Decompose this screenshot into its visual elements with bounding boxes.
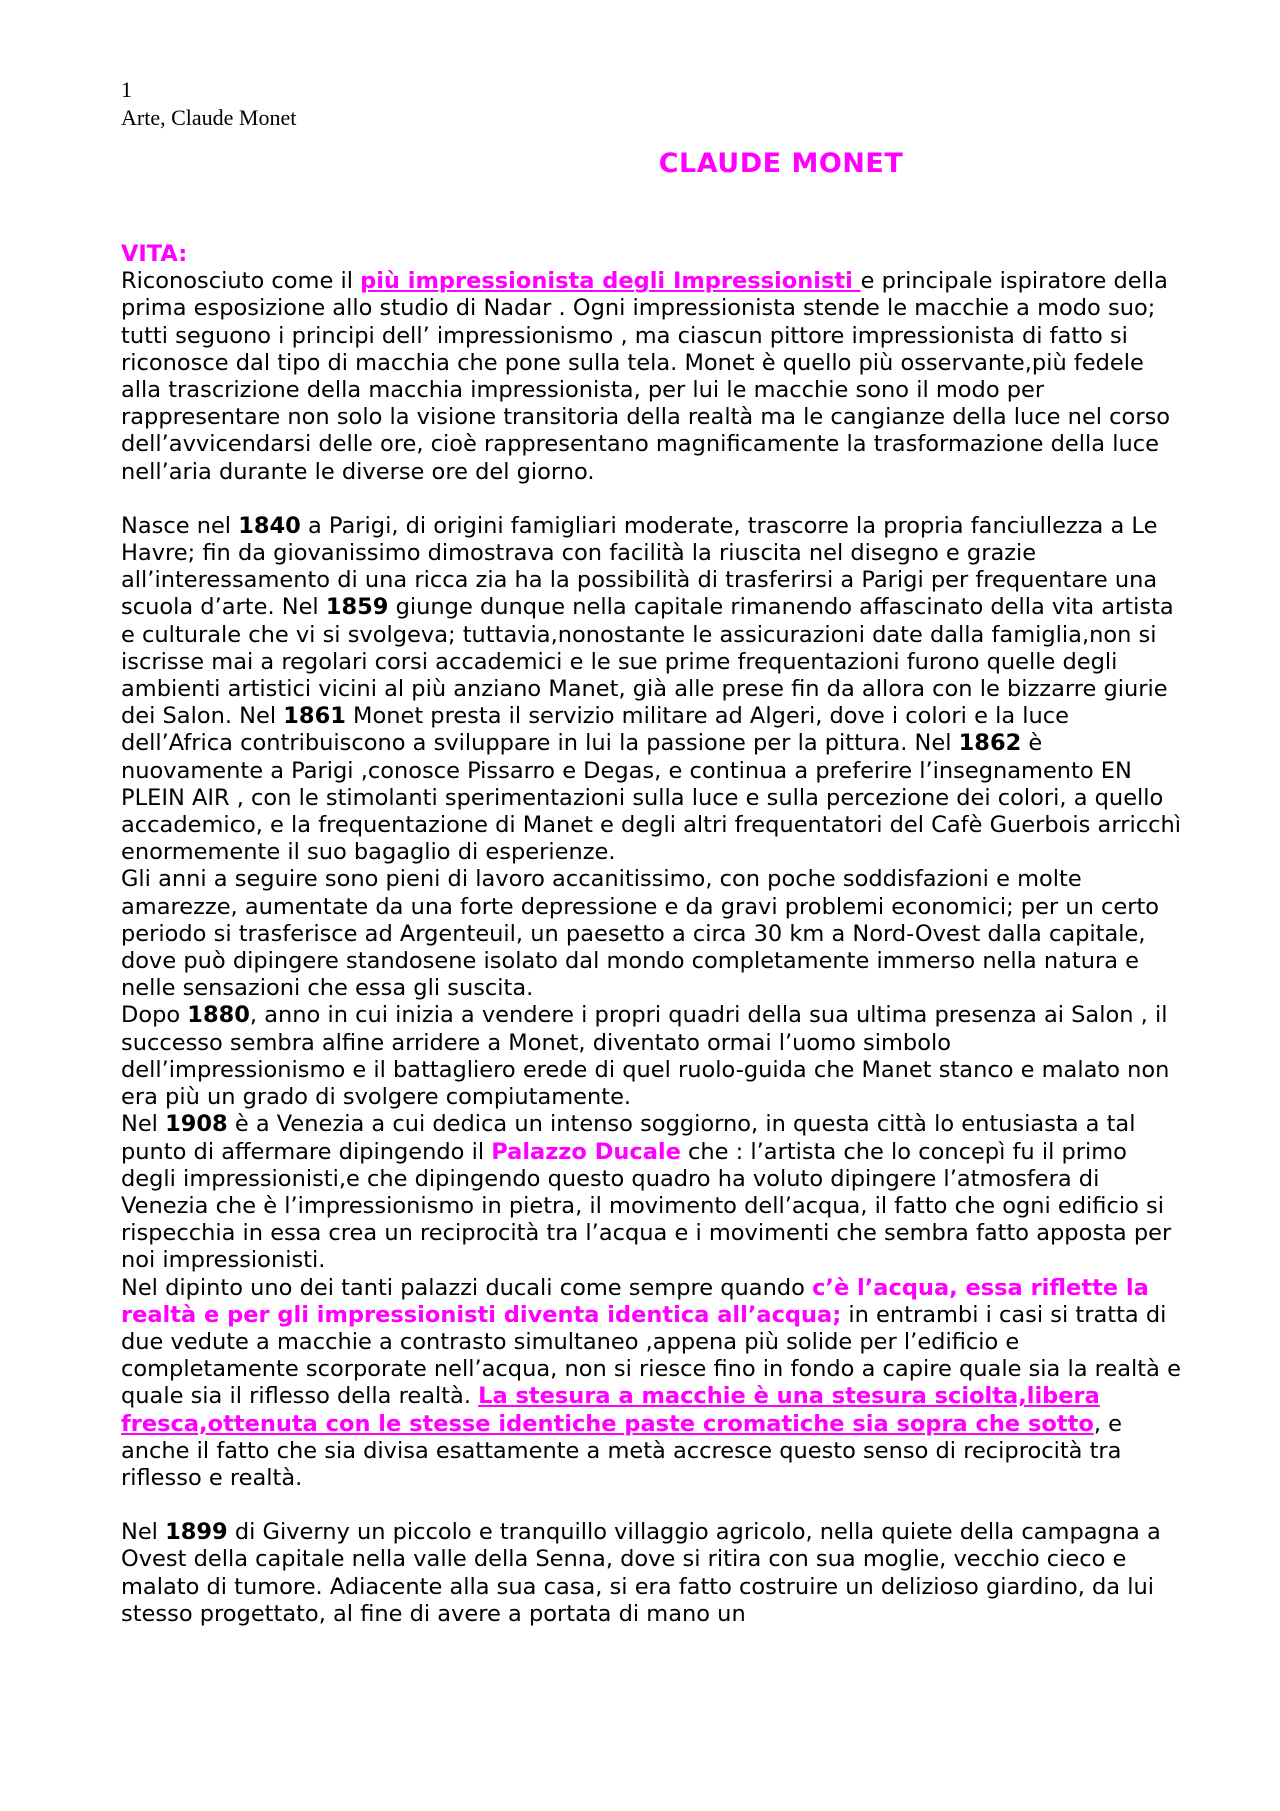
page-header [121,76,296,132]
paragraph-4-text-a: Dopo [121,1002,188,1029]
paragraph-7-text-a: Nel [121,1519,166,1546]
year-1859: 1859 [325,594,389,621]
paragraph-5 [121,1111,1181,1274]
paragraph-2-text-c: giunge dunque nella capitale rimanendo affascinato della vita artista e culturale che vi si svolgeva; tuttavia,nonostante le assicurazioni date dalla famiglia,non si iscrisse mai a regolari corsi accademici e le sue prime frequentazioni furono quelle degli ambienti artistici vicini al più anziano Manet, già alle prese fin da allora con le bizzarre giurie dei Salon. Nel [121,594,1174,730]
paragraph-2-text-e: è nuovamente a Parigi ,conosce Pissarro e Degas, e continua a preferire l’insegnamento EN PLEIN AIR , con le stimolanti sperimentazioni sulla luce e sulla percezione dei colori, a quello accademico, e la frequentazione di Manet e degli altri frequentatori del Cafè Guerbois arricchì enormemente il suo bagaglio di esperienze. [121,730,1181,866]
year-1908: 1908 [165,1111,228,1138]
paragraph-2 [121,513,1181,867]
year-1862: 1862 [958,730,1022,757]
paragraph-2-text-d: Monet presta il servizio militare ad Algeri, dove i colori e la luce dell’Africa contribuiscono a sviluppare in lui la passione per la pittura. Nel [121,703,1069,757]
paragraph-6 [121,1275,1181,1493]
paragraph-4 [121,1002,1181,1111]
paragraph-1 [121,268,1181,486]
year-1861: 1861 [283,703,346,730]
highlight-palazzo-ducale: Palazzo Ducale [491,1138,681,1165]
highlight-stesura-macchie: La stesura a macchie è una stesura sciolta,libera fresca,ottenuta con le stesse identiche paste cromatiche sia sopra che sotto [121,1383,1100,1437]
highlight-piu-impressionista: più impressionista degli Impressionisti [360,268,861,295]
document-body [121,241,1181,1628]
paragraph-5-text-b: è a Venezia a cui dedica un intenso soggiorno, in questa città lo entusiasta a tal punto di affermare dipingendo il [121,1111,1136,1165]
paragraph-gap [121,1492,1181,1519]
paragraph-5-text-c: che : l’artista che lo concepì fu il primo degli impressionisti,e che dipingendo questo quadro ha voluto dipingere l’atmosfera di Venezia che è l’impressionismo in pietra, il movimento dell’acqua, il fatto che ogni edificio si rispecchia in essa crea un reciprocità tra l’acqua e i movimenti che sembra fatto apposta per noi impressionisti. [121,1138,1172,1274]
paragraph-7 [121,1519,1181,1628]
paragraph-6-text-c: , e anche il fatto che sia divisa esattamente a metà accresce questo senso di reciprocità tra riflesso e realtà. [121,1410,1122,1491]
paragraph-4-text-b: , anno in cui inizia a vendere i propri quadri della sua ultima presenza ai Salon , il successo sembra alfine arridere a Monet, diventato ormai l’uomo simbolo dell’impressionismo e il battagliero erede di quel ruolo-guida che Manet stanco e malato non era più un grado di svolgere compiutamente. [121,1002,1170,1111]
section-label-vita: VITA: [121,241,188,267]
paragraph-1-text-a: Riconosciuto come il [121,268,361,295]
year-1899: 1899 [165,1519,228,1546]
paragraph-6-text-b: in entrambi i casi si tratta di due vedute a macchie a contrasto simultaneo ,appena più solide per l’edificio e completamente scorporate nell’acqua, non si riesce fino in fondo a capire quale sia la realtà e quale sia il riflesso della realtà. [121,1301,1181,1410]
paragraph-2-text-b: a Parigi, di origini famigliari moderate, trascorre la propria fanciullezza a Le Havre; fin da giovanissimo dimostrava con facilità la riuscita nel disegno e grazie all’interessamento di una ricca zia ha la possibilità di trasferirsi a Parigi per frequentare una scuola d’arte. Nel [121,512,1158,621]
paragraph-gap [121,486,1181,513]
highlight-acqua-riflette: c’è l’acqua, essa riflette la realtà e per gli impressionisti diventa identica all’acqua; [121,1274,1149,1328]
page-number: 1 [121,77,132,102]
paragraph-7-text-b: di Giverny un piccolo e tranquillo villaggio agricolo, nella quiete della campagna a Ovest della capitale nella valle della Senna, dove si ritira con sua moglie, vecchio cieco e malato di tumore. Adiacente alla sua casa, si era fatto costruire un delizioso giardino, da lui stesso progettato, al fine di avere a portata di mano un [121,1519,1161,1627]
year-1880: 1880 [187,1002,250,1029]
paragraph-2-text-a: Nasce nel [121,512,239,539]
year-1840: 1840 [238,512,301,539]
paragraph-5-text-a: Nel [121,1111,166,1138]
document-title: CLAUDE MONET [658,148,904,179]
paragraph-3: Gli anni a seguire sono pieni di lavoro accanitissimo, con poche soddisfazioni e molte amarezze, aumentate da una forte depressione e da gravi problemi economici; per un certo periodo si trasferisce ad Argenteuil, un paesetto a circa 30 km a Nord-Ovest dalla capitale, dove può dipingere standosene isolato dal mondo completamente immerso nella natura e nelle sensazioni che essa gli suscita. [121,866,1160,1002]
paragraph-6-text-a: Nel dipinto uno dei tanti palazzi ducali come sempre quando [121,1274,813,1301]
paragraph-1-text-b: e principale ispiratore della prima esposizione allo studio di Nadar . Ogni impressionista stende le macchie a modo suo; tutti seguono i principi dell’ impressionismo , ma ciascun pittore impressionista di fatto si riconosce dal tipo di macchia che pone sulla tela. Monet è quello più osservante,più fedele alla trascrizione della macchia impressionista, per lui le macchie sono il modo per rappresentare non solo la visione transitoria della realtà ma le cangianze della luce nel corso dell’avvicendarsi delle ore, cioè rappresentano magnificamente la trasformazione della luce nell’aria durante le diverse ore del giorno. [121,268,1171,485]
document-label: Arte, Claude Monet [121,105,297,130]
